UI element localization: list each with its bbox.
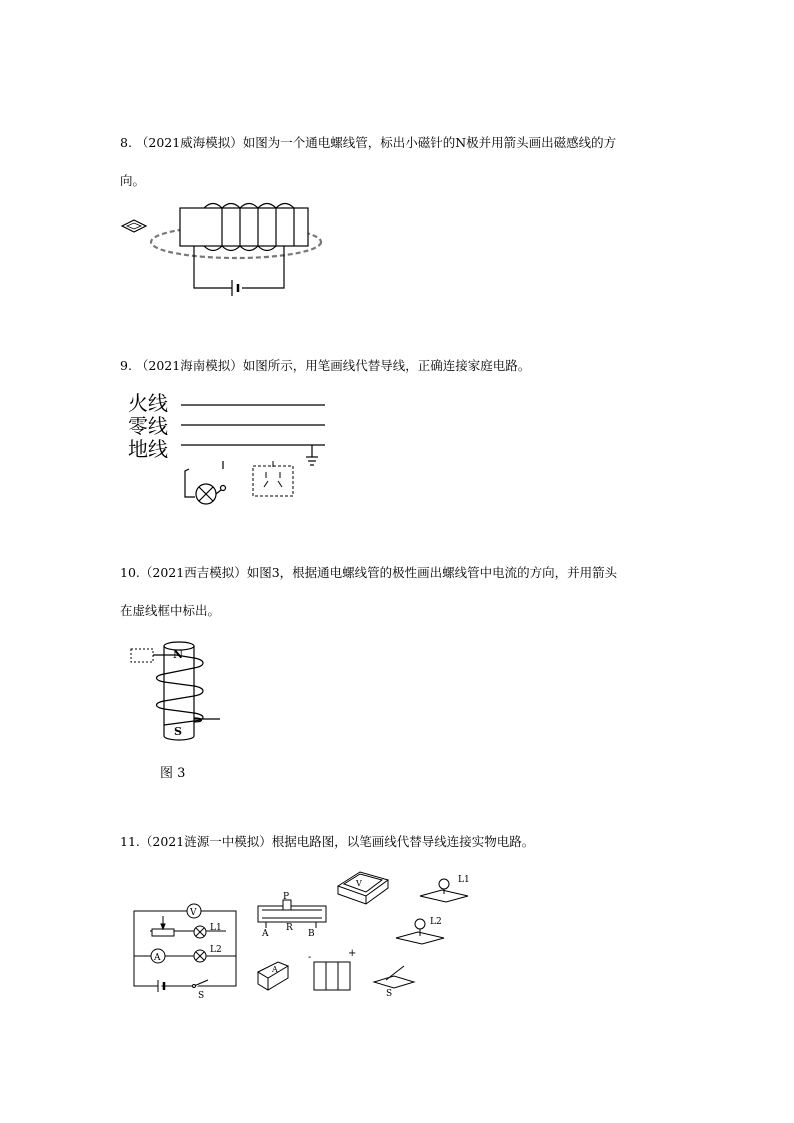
schematic-voltmeter-label: V	[190, 908, 197, 918]
q8-solenoid-figure	[118, 198, 328, 298]
q9-line-labels	[128, 392, 168, 461]
live-wire-label: 火线	[128, 391, 168, 415]
rheostat-a-label: A	[262, 929, 269, 939]
lamp-switch-icon	[185, 461, 226, 504]
q9-text: 9. （2021海南模拟）如图所示，用笔画线代替导线，正确连接家庭电路。	[120, 358, 531, 373]
ground-wire-label: 地线	[128, 437, 168, 461]
lamp1-device-label: L1	[458, 875, 470, 885]
north-pole-label: N	[173, 648, 184, 661]
socket-icon	[253, 461, 293, 496]
battery-minus-label: -	[308, 952, 312, 963]
lamp2-device-label: L2	[430, 917, 442, 927]
q9-circuit-figure	[175, 395, 335, 515]
schematic-switch-label: S	[198, 991, 205, 1001]
q11-circuit-figure	[128, 866, 488, 1001]
solenoid-body	[180, 208, 308, 246]
voltmeter-device-icon	[338, 872, 388, 904]
ground-icon	[306, 445, 318, 465]
battery-device-icon	[314, 962, 350, 990]
battery-plus-label: +	[348, 948, 357, 959]
south-pole-label: S	[174, 725, 182, 738]
neutral-wire-label: 零线	[128, 414, 168, 438]
dashed-answer-box	[131, 649, 153, 662]
rheostat-b-label: B	[308, 929, 315, 939]
q10-solenoid-figure	[128, 638, 228, 750]
schematic-lamp2-label: L2	[210, 945, 222, 955]
magnetic-needle-icon	[122, 220, 146, 232]
rheostat-r-label: R	[286, 923, 293, 933]
schematic-lamp1-label: L1	[210, 923, 222, 933]
switch-device-label: S	[386, 989, 393, 999]
figure-3-caption: 图 3	[160, 766, 186, 781]
rheostat-p-label: P	[283, 892, 290, 902]
ammeter-device-label: A	[272, 965, 278, 974]
voltmeter-device-label: V	[356, 879, 362, 888]
q8-text-line2: 向。	[120, 173, 146, 188]
switch-device-icon	[374, 966, 414, 988]
q10-text-line2: 在虚线框中标出。	[120, 603, 221, 618]
q10-text-line1: 10.（2021西吉模拟）如图3，根据通电螺线管的极性画出螺线管中电流的方向，并用箭头	[120, 565, 618, 580]
q11-text: 11.（2021涟源一中模拟）根据电路图，以笔画线代替导线连接实物电路。	[120, 834, 535, 849]
q8-text-line1: 8. （2021威海模拟）如图为一个通电螺线管，标出小磁针的N极并用箭头画出磁感线的方	[120, 135, 617, 150]
schematic-ammeter-label: A	[154, 953, 161, 963]
